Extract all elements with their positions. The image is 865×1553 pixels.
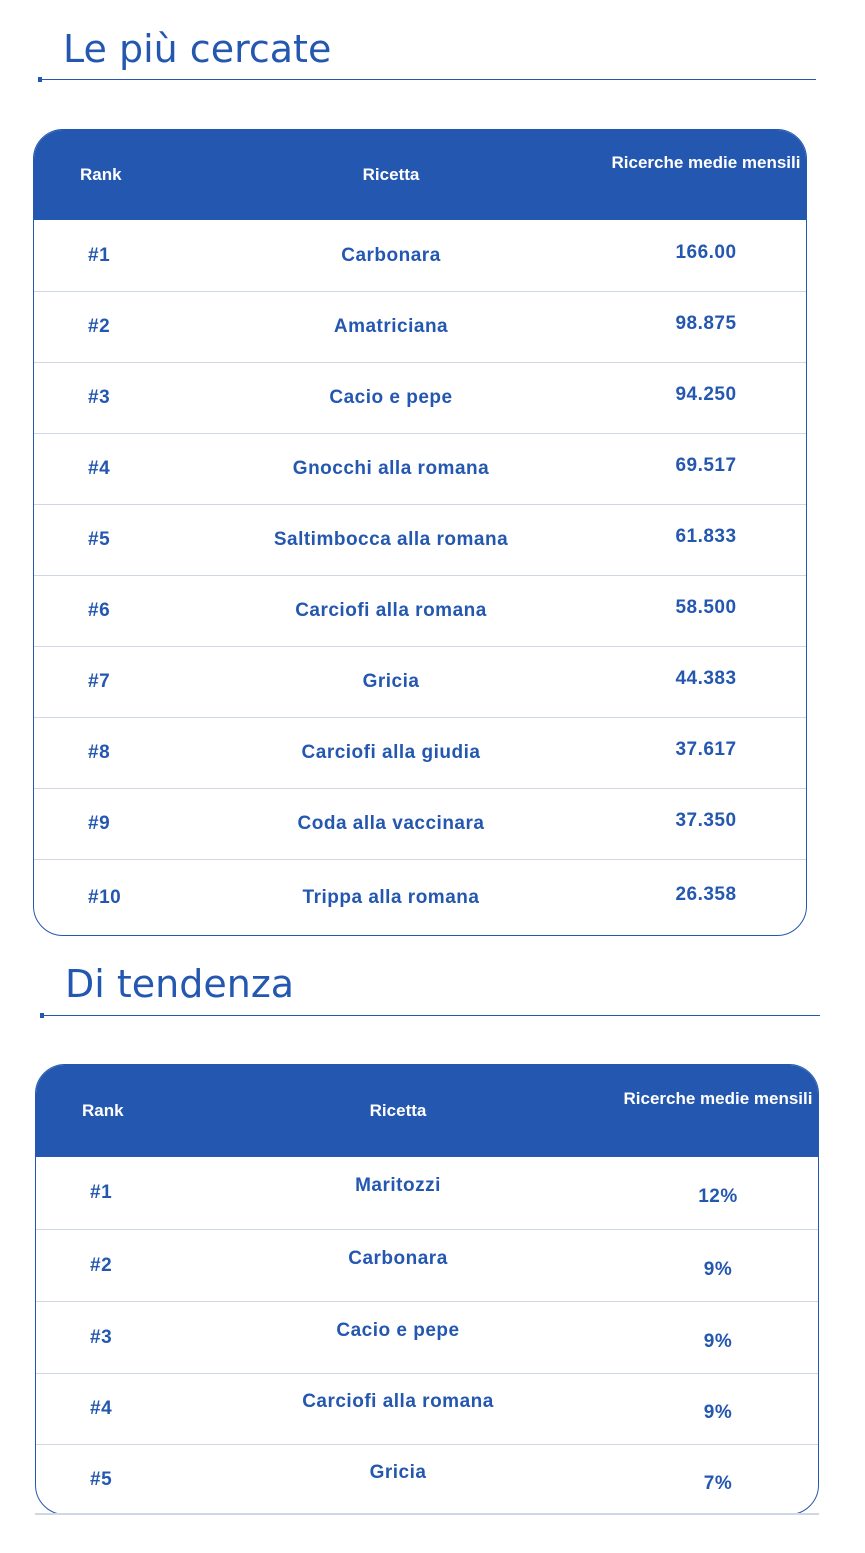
table-header (34, 130, 806, 220)
value-cell: 98.875 (675, 313, 737, 334)
recipe-cell: Carciofi alla romana (302, 1391, 494, 1412)
rank-cell: #7 (88, 671, 111, 692)
table-row (34, 788, 806, 859)
header-rank: Rank (82, 1101, 124, 1120)
recipe-cell: Cacio e pepe (336, 1319, 460, 1341)
rank-cell: #4 (90, 1398, 113, 1419)
value-cell: 166.00 (675, 241, 737, 263)
rank-cell: #8 (88, 742, 111, 763)
most-searched-table (33, 129, 807, 936)
recipe-cell: Carciofi alla giudia (301, 742, 481, 763)
table-row (36, 1301, 818, 1373)
recipe-cell: Cacio e pepe (329, 387, 453, 408)
table-bottom-divider (35, 1513, 819, 1515)
rank-cell: #1 (88, 244, 111, 266)
rank-cell: #5 (88, 529, 111, 550)
recipe-cell: Gricia (362, 671, 420, 692)
table-body (34, 220, 806, 935)
value-cell: 12% (698, 1186, 738, 1207)
table-row (34, 717, 806, 788)
rank-cell: #2 (90, 1254, 113, 1276)
table-row (34, 220, 806, 291)
rank-cell: #10 (88, 886, 122, 908)
table-row (34, 646, 806, 717)
table-row (34, 504, 806, 575)
value-cell: 69.517 (675, 455, 737, 476)
recipe-cell: Amatriciana (333, 316, 449, 337)
table-row (34, 362, 806, 433)
value-cell: 9% (703, 1258, 733, 1280)
section-divider (40, 1015, 820, 1016)
recipe-cell: Gnocchi alla romana (292, 458, 490, 479)
rank-cell: #4 (88, 458, 111, 479)
table-row (34, 291, 806, 362)
value-cell: 37.350 (675, 810, 737, 831)
value-cell: 37.617 (675, 739, 737, 760)
recipe-cell: Coda alla vaccinara (297, 813, 485, 834)
value-cell: 7% (703, 1472, 733, 1494)
table-row (34, 859, 806, 935)
section-title-most-searched: Le più cercate (63, 27, 332, 71)
rank-cell: #6 (88, 600, 111, 621)
rank-cell: #3 (90, 1326, 113, 1348)
header-searches: Ricerche medie mensili (623, 1089, 813, 1108)
table-row (36, 1157, 818, 1229)
recipe-cell: Carbonara (341, 244, 441, 266)
table-row (36, 1229, 818, 1301)
recipe-cell: Saltimbocca alla romana (273, 529, 509, 550)
section-title-trending: Di tendenza (65, 962, 295, 1006)
rank-cell: #9 (88, 813, 111, 834)
trending-table (35, 1064, 819, 1515)
table-header (36, 1065, 818, 1157)
table-row (34, 575, 806, 646)
value-cell: 26.358 (675, 883, 737, 905)
header-recipe: Ricetta (362, 165, 420, 184)
header-searches: Ricerche medie mensili (611, 153, 801, 172)
recipe-cell: Trippa alla romana (302, 886, 480, 908)
recipe-cell: Maritozzi (355, 1175, 441, 1196)
header-recipe: Ricetta (369, 1101, 427, 1120)
value-cell: 61.833 (675, 526, 737, 547)
header-rank: Rank (80, 165, 122, 184)
table-row (36, 1444, 818, 1514)
value-cell: 94.250 (675, 384, 737, 405)
value-cell: 58.500 (675, 597, 737, 618)
recipe-cell: Carbonara (348, 1247, 448, 1269)
recipe-cell: Carciofi alla romana (295, 600, 487, 621)
rank-cell: #1 (90, 1182, 113, 1203)
rank-cell: #5 (90, 1468, 113, 1490)
value-cell: 44.383 (675, 668, 737, 689)
rank-cell: #3 (88, 387, 111, 408)
recipe-cell: Gricia (369, 1461, 427, 1483)
table-row (36, 1373, 818, 1444)
table-row (34, 433, 806, 504)
value-cell: 9% (703, 1402, 733, 1423)
table-body (36, 1157, 818, 1514)
rank-cell: #2 (88, 316, 111, 337)
section-divider (38, 79, 816, 80)
value-cell: 9% (703, 1330, 733, 1352)
